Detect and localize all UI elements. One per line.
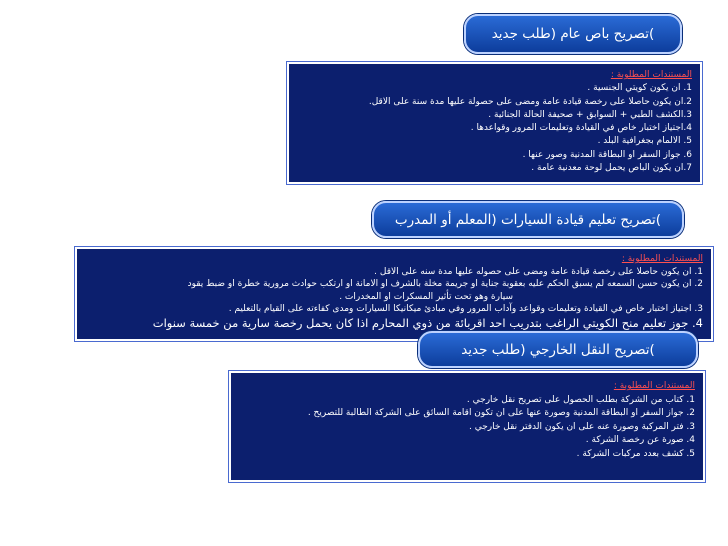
section2-line: 4. جوز تعليم منح الكويتي الراغب بتدريب احد اقربائة من ذوي المحارم اذا كان يحمل رخصة سارية من خمسة سنوات — [152, 315, 703, 330]
section3-title-text: )تصريح النقل الخارجي (طلب جديد — [461, 341, 655, 358]
section1-line: 7.ان يكون الباص يحمل لوحة معدنية عامة . — [531, 163, 692, 174]
section1-line: 6. جواز السفر او البطاقة المدنية وصور عنها . — [522, 149, 692, 160]
section3-title — [418, 331, 698, 368]
section2-title-text: )تصريح تعليم قيادة السيارات (المعلم أو المدرب — [394, 211, 662, 228]
section1-requirements-label: المستندات المطلوبة : — [610, 70, 692, 80]
section1-line: 5. الالمام بجغرافية البلد . — [597, 136, 692, 147]
section3-line: 5. كشف بعدد مركبات الشركة . — [576, 448, 695, 459]
section1-requirements-panel — [287, 62, 702, 184]
section1-title — [464, 14, 682, 54]
section2-line: سيارة وهو تحت تأثير المسكرات او المخدرات . — [339, 291, 513, 302]
section3-line: 2. جواز السفر او البطاقة المدنية وصورة عنها على ان تكون اقامة السائق على الشركة الطالبة للتصريح . — [307, 408, 695, 418]
section2-title — [372, 201, 684, 238]
section3-requirements-label: المستندات المطلوبة : — [613, 381, 695, 391]
section2-requirements-label: المستندات المطلوبة : — [621, 254, 703, 264]
section2-requirements-panel — [75, 247, 713, 341]
section3-line: 4. صورة عن رخصة الشركة . — [585, 435, 695, 445]
section2-line: 1. ان يكون حاصلا على رخصة قيادة عامة ومضى على حصوله عليها مدة سنه على الاقل . — [374, 266, 703, 277]
section1-title-text: )تصريح باص عام (طلب جديد — [491, 26, 655, 42]
section1-line: 2.ان يكون حاصلا على رخصة قيادة عامة ومضى على حصولة عليها مدة سنة على الاقل. — [368, 96, 692, 107]
section2-line: 2. ان يكون حسن السمعه لم يسبق الحكم عليه بعقوبة جناية او جريمة مخلة بالشرف او الامانة او ارتكب حوادث مرورية خطرة او ضبط يقود — [187, 279, 703, 289]
section1-line: 3.الكشف الطبي + السوابق + صحيفة الحالة الجنائية . — [488, 109, 692, 120]
section3-line: 3. فتر المركبة وصورة عنه على ان يكون الدفتر نقل خارجي . — [469, 421, 695, 432]
section1-line: 1. ان يكون كويتي الجنسية . — [587, 83, 692, 94]
section2-line: 3. اجتياز اختبار خاص في القيادة وتعليمات وقواعد وآداب المرور وفي مبادئ ميكانيكا السيارات ومدى كفاءته على القيام بالتعليم . — [228, 304, 703, 314]
section3-requirements-panel — [229, 371, 705, 482]
section1-line: 4.اجتياز اختبار خاص في القيادة وتعليمات المرور وقواعدها . — [470, 123, 692, 134]
section3-line: 1. كتاب من الشركة بطلب الحصول على تصريح نقل خارجي . — [466, 394, 695, 405]
